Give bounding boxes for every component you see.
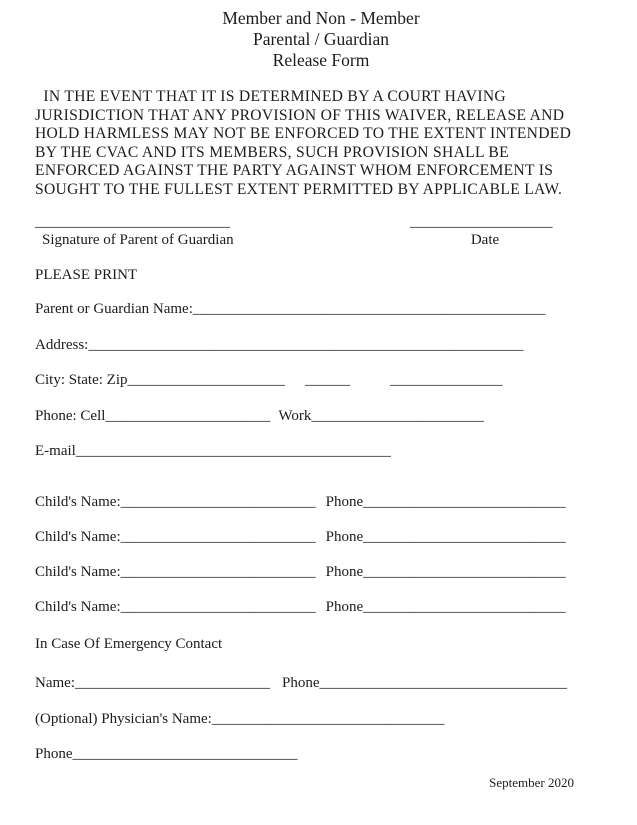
- child-phone-label: Phone: [325, 494, 364, 510]
- child-name-blank: __________________________: [120, 564, 316, 580]
- address-blank: __________________________________________________________: [88, 336, 524, 353]
- field-address: [35, 336, 607, 354]
- child-name-blank: __________________________: [120, 529, 316, 545]
- work-label: Work: [278, 407, 312, 424]
- physician-phone-label: Phone: [35, 746, 73, 762]
- parent-guardian-name-blank: _______________________________________________: [192, 301, 546, 317]
- legal-paragraph-line: BY THE CVAC AND ITS MEMBERS, SUCH PROVISION SHALL BE: [35, 143, 509, 161]
- physician-phone-row: [35, 745, 607, 763]
- child-row-4: [35, 598, 607, 616]
- emergency-name-blank: __________________________: [74, 675, 270, 691]
- emergency-phone-blank: _________________________________: [319, 675, 567, 691]
- physician-phone-blank: ______________________________: [72, 746, 298, 762]
- email-label: E-mail: [35, 443, 76, 459]
- zip-blank: _______________: [390, 372, 503, 388]
- child-phone-label: Phone: [325, 599, 364, 615]
- state-blank: ______: [305, 372, 350, 388]
- signature-labels-row: [35, 231, 607, 249]
- legal-paragraph-line: SOUGHT TO THE FULLEST EXTENT PERMITTED BY APPLICABLE LAW.: [35, 180, 563, 198]
- physician-name-label: (Optional) Physician's Name:: [35, 711, 212, 727]
- city-blank: _____________________: [127, 372, 285, 388]
- form-title: [35, 8, 607, 71]
- field-city-state-zip: [35, 371, 607, 389]
- emergency-phone-label: Phone: [281, 675, 320, 691]
- child-row-3: [35, 563, 607, 581]
- child-phone-label: Phone: [325, 529, 364, 545]
- child-name-blank: __________________________: [120, 599, 316, 615]
- legal-paragraph-line: ENFORCED AGAINST THE PARTY AGAINST WHOM ENFORCEMENT IS: [35, 162, 554, 179]
- signature-lines-row: [35, 213, 607, 231]
- child-phone-blank: ___________________________: [363, 564, 566, 580]
- child-name-label: Child's Name:: [35, 599, 121, 615]
- child-row-2: [35, 528, 607, 546]
- child-name-label: Child's Name:: [35, 564, 121, 580]
- form-title-line-2: Parental / Guardian: [252, 29, 390, 49]
- please-print-label: PLEASE PRINT: [35, 267, 138, 283]
- field-phone: [35, 407, 607, 425]
- emergency-name-row: [35, 674, 607, 692]
- child-name-blank: __________________________: [120, 494, 316, 510]
- emergency-name-label: Name:: [35, 675, 75, 691]
- legal-paragraph-line: HOLD HARMLESS MAY NOT BE ENFORCED TO THE EXTENT INTENDED: [35, 125, 572, 142]
- field-email: [35, 442, 607, 460]
- legal-paragraph-line: JURISDICTION THAT ANY PROVISION OF THIS WAIVER, RELEASE AND: [35, 106, 565, 124]
- child-name-label: Child's Name:: [35, 529, 121, 545]
- signature-line: __________________________: [35, 214, 230, 230]
- form-title-line-1: Member and Non - Member: [222, 8, 420, 28]
- field-parent-guardian-name: [35, 300, 607, 318]
- signature-label: Signature of Parent of Guardian: [42, 232, 234, 248]
- child-row-1: [35, 493, 607, 511]
- city-state-zip-label: City: State: Zip: [35, 372, 128, 388]
- date-line: ___________________: [410, 214, 553, 230]
- email-blank: __________________________________________: [75, 443, 391, 459]
- address-label: Address:: [35, 336, 89, 353]
- form-title-line-3: Release Form: [272, 50, 370, 70]
- child-name-label: Child's Name:: [35, 494, 121, 510]
- work-phone-blank: _______________________: [311, 407, 484, 424]
- legal-paragraph: [35, 88, 607, 199]
- date-label: Date: [470, 232, 500, 248]
- child-phone-blank: ___________________________: [363, 494, 566, 510]
- cell-phone-blank: ______________________: [105, 407, 271, 424]
- child-phone-blank: ___________________________: [363, 529, 566, 545]
- child-phone-blank: ___________________________: [363, 599, 566, 615]
- legal-paragraph-line: IN THE EVENT THAT IT IS DETERMINED BY A COURT HAVING: [35, 88, 506, 105]
- physician-name-row: [35, 710, 607, 728]
- footer-date: September 2020: [489, 775, 574, 790]
- phone-cell-label: Phone: Cell: [35, 407, 106, 424]
- child-phone-label: Phone: [325, 564, 364, 580]
- parent-guardian-name-label: Parent or Guardian Name:: [35, 301, 193, 317]
- emergency-contact-heading: In Case Of Emergency Contact: [35, 636, 223, 652]
- physician-name-blank: _______________________________: [211, 711, 445, 727]
